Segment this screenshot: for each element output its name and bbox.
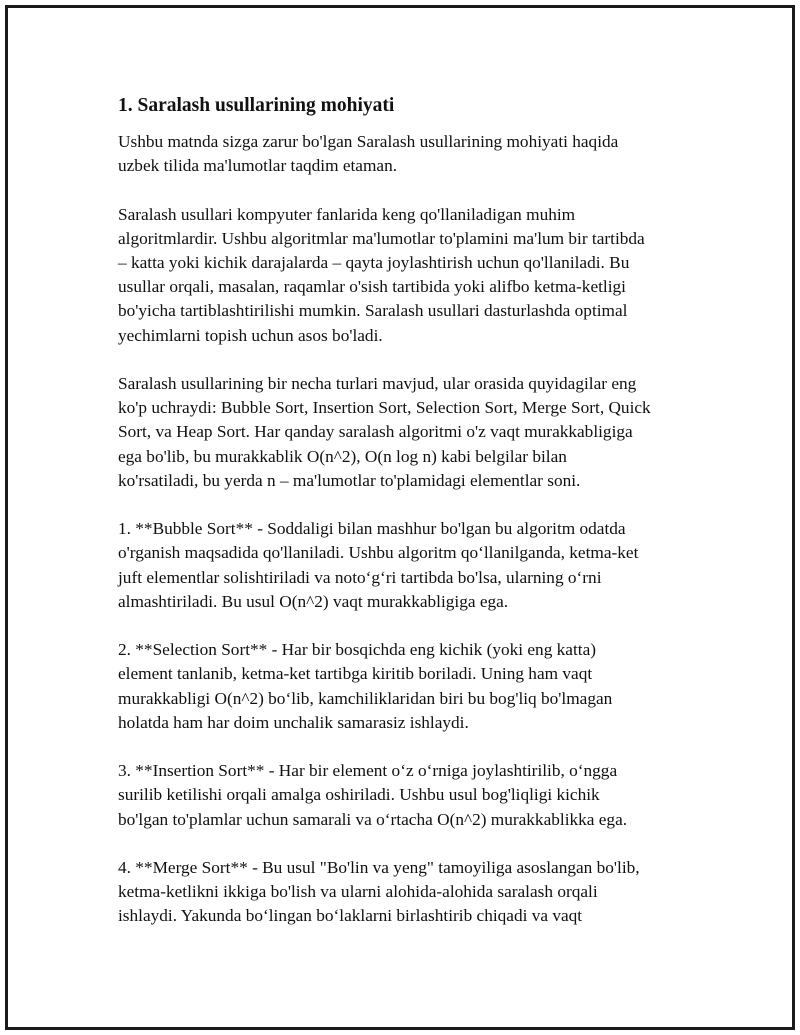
text-line: bo'yicha tartiblashtirilishi mumkin. Saralash usullari dasturlashda optimal xyxy=(118,301,628,321)
text-line: Saralash usullarining bir necha turlari mavjud, ular orasida quyidagilar eng xyxy=(118,374,637,393)
text-line: 1. **Bubble Sort** - Soddaligi bilan mashhur bo'lgan bu algoritm odatda xyxy=(118,519,626,539)
text-line: yechimlarni topish uchun asos bo'ladi. xyxy=(118,325,383,345)
text-line: element tanlanib, ketma-ket tartibga kiritib boriladi. Uning ham vaqt xyxy=(118,664,593,684)
text-line: uzbek tilida ma'lumotlar taqdim etaman. xyxy=(118,156,398,176)
text-line: ko'p uchraydi: Bubble Sort, Insertion Sort, Selection Sort, Merge Sort, Quick xyxy=(118,398,651,418)
paragraph-merge-sort xyxy=(118,856,698,929)
paragraph-definition xyxy=(118,203,698,348)
text-line: holatda ham har doim unchalik samarasiz ishlaydi. xyxy=(118,712,469,732)
text-line: ketma-ketlikni ikkiga bo'lish va ularni alohida-alohida saralash orqali xyxy=(118,882,598,902)
text-line: 3. **Insertion Sort** - Har bir element o‘z o‘rniga joylashtirilib, o‘ngga xyxy=(118,761,618,781)
text-line: 2. **Selection Sort** - Har bir bosqichda eng kichik (yoki eng katta) xyxy=(118,640,597,660)
text-line: – katta yoki kichik darajalarda – qayta joylashtirish uchun qo'llaniladi. Bu xyxy=(118,253,630,272)
paragraph-insertion-sort xyxy=(118,759,698,832)
text-line: usullar orqali, masalan, raqamlar o'sish tartibida yoki alifbo ketma-ketligi xyxy=(118,277,626,297)
text-line: bo'lgan to'plamlar uchun samarali va o‘rtacha O(n^2) murakkablikka ega. xyxy=(118,809,628,829)
document-title: 1. Saralash usullarining mohiyati xyxy=(118,95,395,116)
text-line: o'rganish maqsadida qo'llaniladi. Ushbu algoritm qo‘llanilganda, ketma-ket xyxy=(118,543,639,563)
document-body xyxy=(118,92,698,953)
text-line: almashtiriladi. Bu usul O(n^2) vaqt murakkabligiga ega. xyxy=(118,591,509,611)
paragraph-intro xyxy=(118,130,698,178)
text-line: ishlaydi. Yakunda bo‘lingan bo‘laklarni birlashtirib chiqadi va vaqt xyxy=(118,906,583,926)
text-line: murakkabligi O(n^2) bo‘lib, kamchiliklaridan biri bu bog'liq bo'lmagan xyxy=(118,688,613,708)
text-line: ega bo'lib, bu murakkablik O(n^2), O(n log n) kabi belgilar bilan xyxy=(118,446,567,466)
text-line: Sort, va Heap Sort. Har qanday saralash algoritmi o'z vaqt murakkabligiga xyxy=(118,422,633,442)
text-line: surilib ketilishi orqali amalga oshiriladi. Ushbu usul bog'liqligi kichik xyxy=(118,785,600,805)
paragraph-selection-sort xyxy=(118,638,698,735)
text-line: ko'rsatiladi, bu yerda n – ma'lumotlar to'plamidagi elementlar soni. xyxy=(118,470,581,490)
text-line: Saralash usullari kompyuter fanlarida keng qo'llaniladigan muhim xyxy=(118,204,576,224)
text-line: algoritmlardir. Ushbu algoritmlar ma'lumotlar to'plamini ma'lum bir tartibda xyxy=(118,228,645,248)
paragraph-bubble-sort xyxy=(118,517,698,614)
text-line: juft elementlar solishtiriladi va noto‘g‘ri tartibda bo'lsa, ularning o‘rni xyxy=(118,567,602,587)
text-line: 4. **Merge Sort** - Bu usul "Bo'lin va yeng" tamoyiliga asoslangan bo'lib, xyxy=(118,858,640,877)
paragraph-types xyxy=(118,372,698,493)
text-line: Ushbu matnda sizga zarur bo'lgan Saralash usullarining mohiyati haqida xyxy=(118,132,619,151)
